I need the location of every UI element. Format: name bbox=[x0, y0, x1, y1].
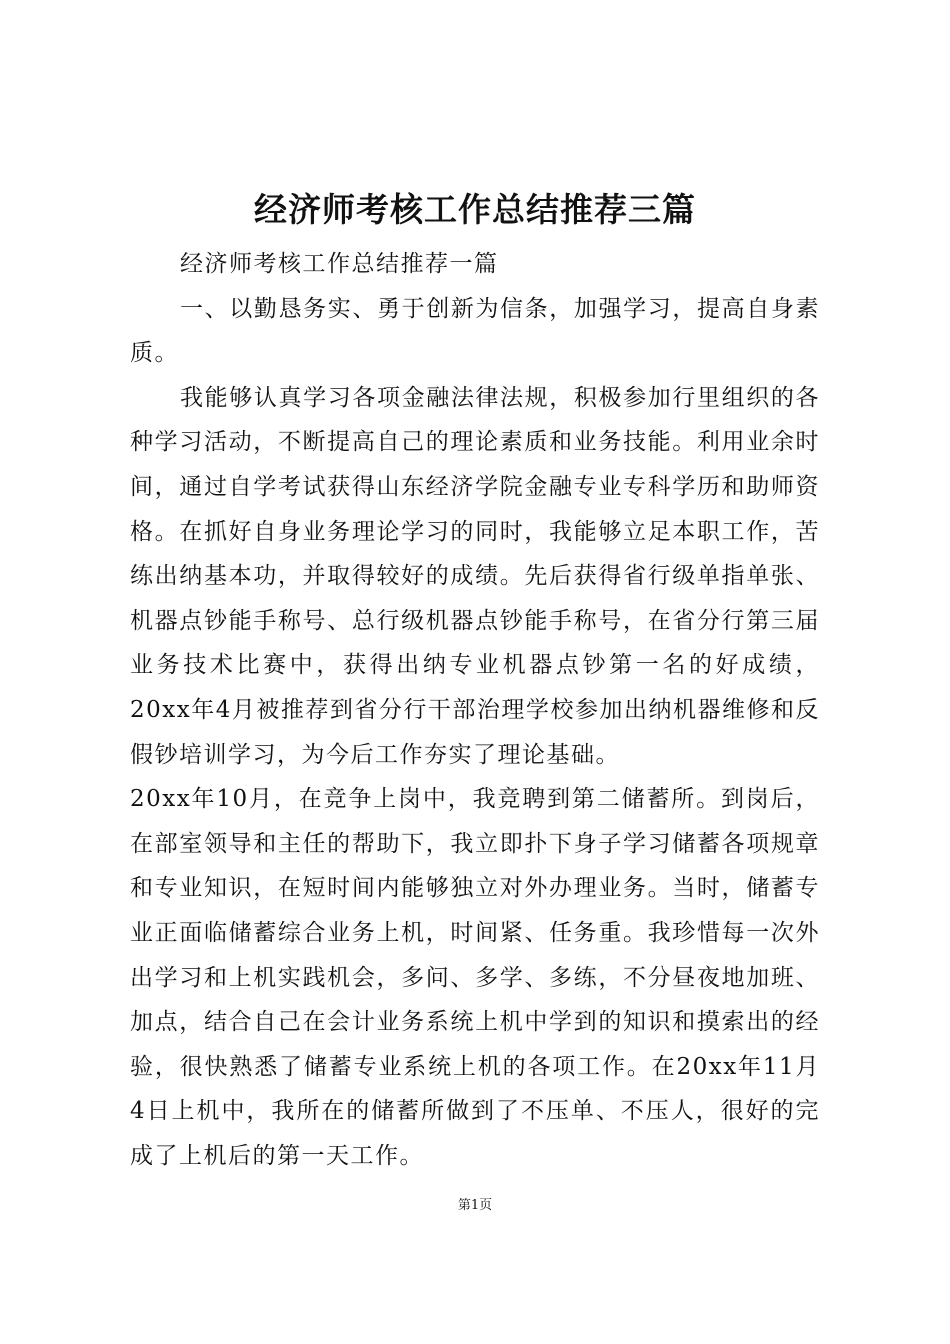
document-body bbox=[130, 242, 820, 1178]
document-title: 经济师考核工作总结推荐三篇 bbox=[254, 190, 696, 229]
paragraph-savings: 20xx年10月，在竞争上岗中，我竞聘到第二储蓄所。到岗后，在部室领导和主任的帮助下，我立即扑下身子学习储蓄各项规章和专业知识，在短时间内能够独立对外办理业务。当时，储蓄专业正面临储蓄综合业务上机，时间紧、任务重。我珍惜每一次外出学习和上机实践机会，多问、多学、多练，不分昼夜地加班、加点，结合自己在会计业务系统上机中学到的知识和摸索出的经验，很快熟悉了储蓄专业系统上机的各项工作。在20xx年11月4日上机中，我所在的储蓄所做到了不压单、不压人，很好的完成了上机后的第一天工作。 bbox=[130, 786, 820, 1169]
section-heading: 经济师考核工作总结推荐一篇 bbox=[180, 251, 499, 277]
paragraph-point-one: 一、以勤恳务实、勇于创新为信条，加强学习，提高自身素质。 bbox=[130, 295, 820, 367]
page-number: 第1页 bbox=[457, 1198, 493, 1213]
paragraph-study: 我能够认真学习各项金融法律法规，积极参加行里组织的各种学习活动，不断提高自己的理论素质和业务技能。利用业余时间，通过自学考试获得山东经济学院金融专业专科学历和助师资格。在抓好自身业务理论学习的同时，我能够立足本职工作，苦练出纳基本功，并取得较好的成绩。先后获得省行级单指单张、机器点钞能手称号、总行级机器点钞能手称号，在省分行第三届业务技术比赛中，获得出纳专业机器点钞第一名的好成绩，20xx年4月被推荐到省分行干部治理学校参加出纳机器维修和反假钞培训学习，为今后工作夯实了理论基础。 bbox=[130, 384, 820, 768]
